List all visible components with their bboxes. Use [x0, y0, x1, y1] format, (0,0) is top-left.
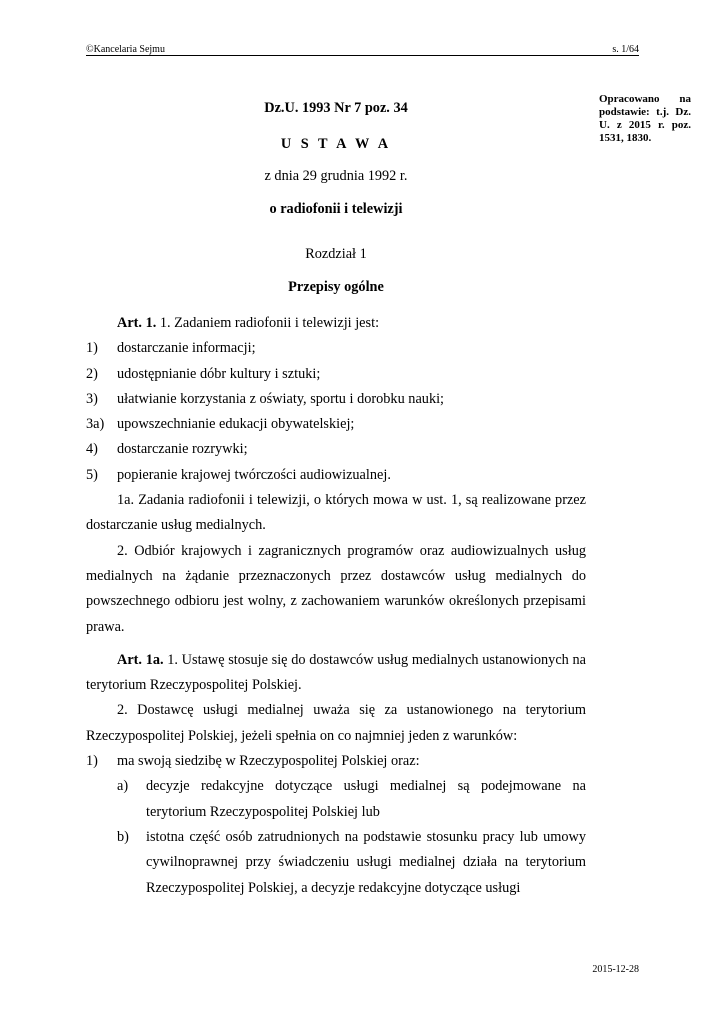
- document-body: [86, 311, 586, 901]
- art1-intro: [86, 311, 586, 336]
- header-source: ©Kancelaria Sejmu: [86, 44, 165, 55]
- footer-date: 2015-12-28: [592, 964, 639, 975]
- list-item: [86, 387, 586, 412]
- act-date: z dnia 29 grudnia 1992 r.: [264, 168, 408, 184]
- chapter-name: Przepisy ogólne: [288, 279, 384, 295]
- sub-list-item-text: istotna część osób zatrudnionych na podstawie stosunku pracy lub umowy cywilnoprawnej przy świadczeniu usługi medialnej działa na terytorium Rzeczypospolitej Polskiej, a decyzje redakcyjne dotyczące usługi: [146, 828, 586, 896]
- art1a-label: Art. 1a.: [117, 651, 164, 668]
- list-item: [86, 463, 586, 488]
- act-subject: o radiofonii i telewizji: [269, 201, 403, 217]
- list-item-text: ułatwianie korzystania z oświaty, sportu i dorobku nauki;: [117, 390, 445, 407]
- art1a-paragraph-1: [86, 648, 586, 699]
- list-item-text: udostępnianie dóbr kultury i sztuki;: [117, 365, 321, 382]
- act-title: U S T A W A: [280, 136, 392, 152]
- sub-list-item-letter: a): [117, 778, 129, 795]
- page-number: s. 1/64: [612, 44, 639, 55]
- list-item-text: popieranie krajowej twórczości audiowizualnej.: [117, 466, 391, 483]
- list-item-text: dostarczanie rozrywki;: [117, 441, 248, 458]
- art1-paragraph-1a: 1a. Zadania radiofonii i telewizji, o których mowa w ust. 1, są realizowane przez dostarczanie usług medialnych.: [86, 492, 586, 534]
- list-item-number: 1): [86, 340, 98, 357]
- list-item-number: 3a): [86, 416, 105, 433]
- list-item-text: ma swoją siedzibę w Rzeczypospolitej Polskiej oraz:: [117, 753, 420, 770]
- art1-intro-text: 1. Zadaniem radiofonii i telewizji jest:: [156, 315, 380, 331]
- side-note: Opracowano na podstawie: t.j. Dz. U. z 2015 r. poz. 1531, 1830.: [599, 93, 691, 144]
- art1-paragraph-2: 2. Odbiór krajowych i zagranicznych programów oraz audiowizualnych usług medialnych na żądanie przeznaczonych przez dostawców usług medialnych do powszechnego odbioru jest wolny, z zachowaniem warunków określonych przepisami prawa.: [86, 542, 586, 635]
- journal-reference: Dz.U. 1993 Nr 7 poz. 34: [264, 100, 408, 116]
- list-item: [86, 362, 586, 387]
- header-rule: [86, 55, 639, 56]
- sub-list-item-text: decyzje redakcyjne dotyczące usługi medialnej są podejmowane na terytorium Rzeczypospolitej Polskiej lub: [146, 778, 586, 820]
- list-item-number: 3): [86, 390, 98, 407]
- list-item: [86, 336, 586, 361]
- list-item: [86, 437, 586, 462]
- chapter-number: Rozdział 1: [305, 246, 367, 262]
- list-item: [86, 749, 586, 774]
- list-item: [86, 412, 586, 437]
- sub-list-item: [86, 825, 586, 901]
- sub-list-item: [86, 774, 586, 825]
- list-item-number: 5): [86, 466, 98, 483]
- sub-list-item-letter: b): [117, 828, 129, 845]
- art1-label: Art. 1.: [117, 315, 157, 331]
- list-item-number: 1): [86, 753, 98, 770]
- list-item-number: 4): [86, 441, 98, 458]
- list-item-text: dostarczanie informacji;: [117, 340, 256, 357]
- art1a-paragraph-1-text: 1. Ustawę stosuje się do dostawców usług medialnych ustanowionych na terytorium Rzeczypospolitej Polskiej.: [86, 651, 587, 694]
- art1a-paragraph-2: 2. Dostawcę usługi medialnej uważa się za ustanowionego na terytorium Rzeczypospolitej Polskiej, jeżeli spełnia on co najmniej jeden z warunków:: [86, 702, 586, 744]
- list-item-text: upowszechnianie edukacji obywatelskiej;: [117, 416, 355, 433]
- list-item-number: 2): [86, 365, 98, 382]
